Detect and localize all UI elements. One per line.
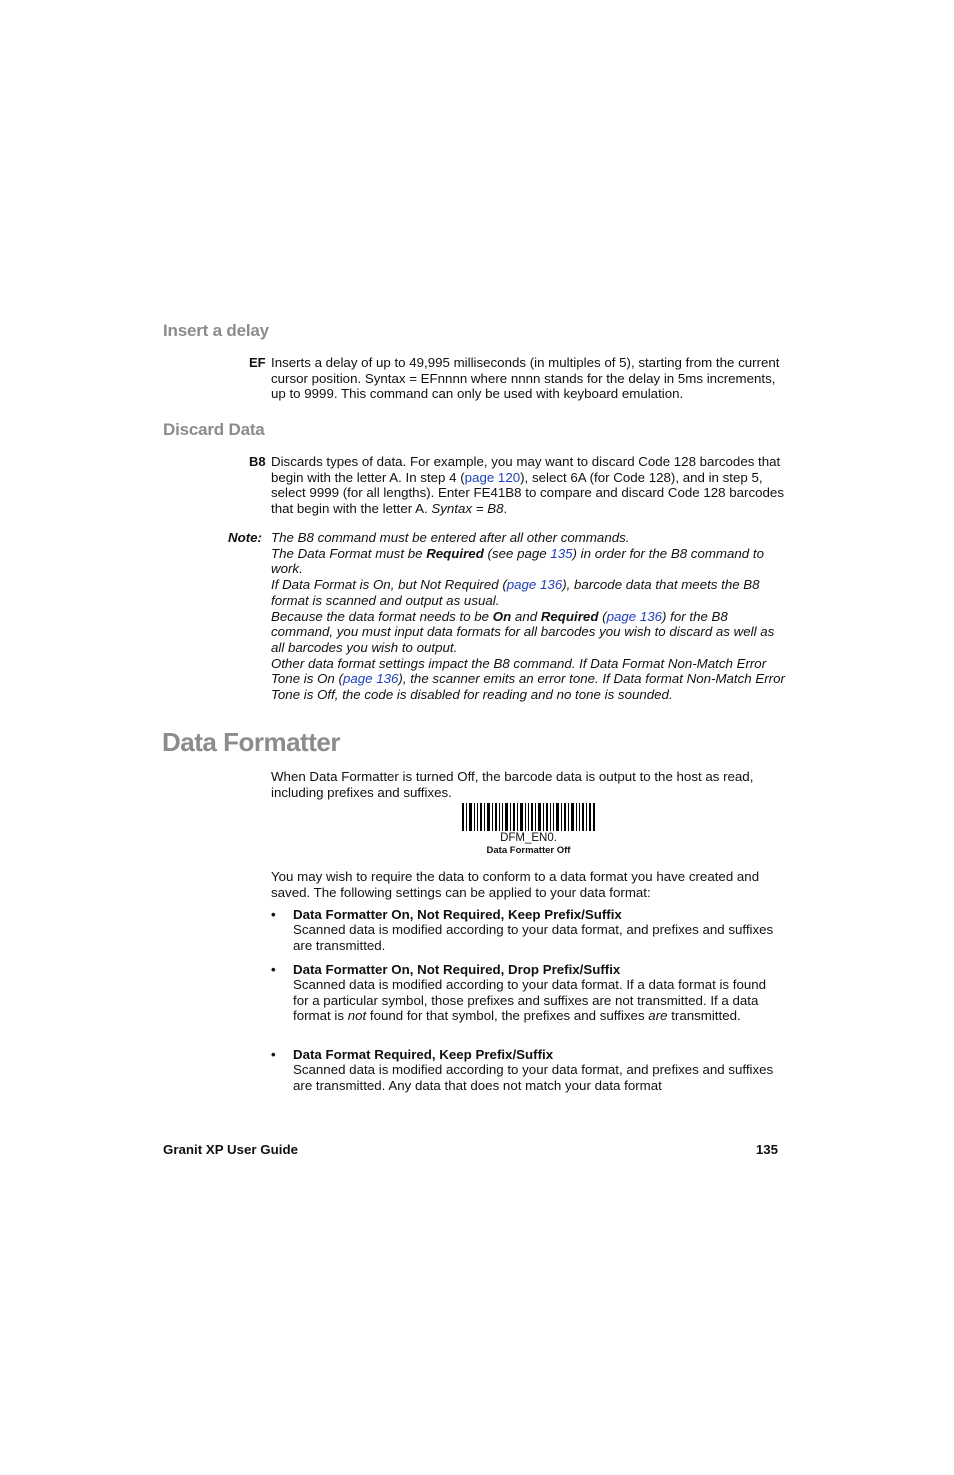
heading-discard-data: Discard Data xyxy=(163,420,265,439)
note-body xyxy=(271,530,787,703)
link-page-136-c[interactable]: page 136 xyxy=(342,671,399,687)
bullet-body: Scanned data is modified according to your data format, and prefixes and suffixes are transmitted. Any data that does not match your data format xyxy=(293,1062,774,1093)
bullet-body: Scanned data is modified according to your data format. If a data format is found for a particular symbol, those prefixes and suffixes are not transmitted. If a data format is not found for that symbol, the prefixes and suffixes are transmitted. xyxy=(293,977,767,1024)
barcode-data-formatter-off xyxy=(462,803,595,831)
data-formatter-settings-intro: You may wish to require the data to conform to a data format you have created and saved. The following settings can be applied to your data format: xyxy=(271,869,760,900)
note-line-1: The B8 command must be entered after all other commands. xyxy=(271,530,630,545)
command-b8: B8 xyxy=(249,454,266,469)
bullet-item-3 xyxy=(271,1047,785,1093)
bullet-item-2 xyxy=(271,962,785,1024)
footer-guide-title: Granit XP User Guide xyxy=(163,1142,298,1157)
data-formatter-intro: When Data Formatter is turned Off, the barcode data is output to the host as read, including prefixes and suffixes. xyxy=(271,769,754,800)
heading-insert-delay: Insert a delay xyxy=(163,321,269,340)
note-label: Note: xyxy=(228,530,262,545)
note-line-5: Other data format settings impact the B8 command. If Data Format Non-Match Error Tone is On (page 136), the scanner emits an error tone. If Data format Non-Match Error Tone is Off, the code is disabled for reading and no tone is sounded. xyxy=(271,655,785,703)
note-line-4: Because the data format needs to be On and Required (page 136) for the B8 command, you must input data formats for all barcodes you wish to discard as well as all barcodes you wish to output. xyxy=(271,608,775,655)
insert-delay-description: Inserts a delay of up to 49,995 milliseconds (in multiples of 5), starting from the current cursor position. Syntax = EFnnnn where nnnn stands for the delay in 5ms increments, up to 9999. This command can only be used with keyboard emulation. xyxy=(271,355,780,402)
barcode-code-label: DFM_EN0. xyxy=(500,832,557,844)
note-line-3: If Data Format is On, but Not Required (page 136), barcode data that meets the B8 format is scanned and output as usual. xyxy=(271,577,760,608)
heading-data-formatter: Data Formatter xyxy=(162,727,340,757)
bullet-icon: • xyxy=(271,907,276,922)
command-ef: EF xyxy=(249,355,266,370)
link-page-136-a[interactable]: page 136 xyxy=(506,577,563,593)
bullet-item-1 xyxy=(271,907,785,953)
link-page-120[interactable]: page 120 xyxy=(464,469,521,485)
barcode-caption: Data Formatter Off xyxy=(486,845,571,856)
discard-data-description: Discards types of data. For example, you may want to discard Code 128 barcodes that begin with the letter A. In step 4 (page 120), select 6A (for Code 128), and in step 5, select 9999 (for all lengths). Enter FE41B8 to compare and discard Code 128 barcodes that begin with the letter A. Syntax = B8. xyxy=(271,454,784,517)
link-page-135[interactable]: 135 xyxy=(550,545,573,561)
bullet-title: Data Format Required, Keep Prefix/Suffix xyxy=(293,1047,554,1062)
bullet-title: Data Formatter On, Not Required, Keep Prefix/Suffix xyxy=(293,907,622,922)
footer-page-number: 135 xyxy=(755,1142,778,1157)
bullet-title: Data Formatter On, Not Required, Drop Prefix/Suffix xyxy=(293,962,621,977)
link-page-136-b[interactable]: page 136 xyxy=(606,608,663,624)
bullet-icon: • xyxy=(271,1047,276,1062)
bullet-body: Scanned data is modified according to your data format, and prefixes and suffixes are transmitted. xyxy=(293,922,774,953)
bullet-icon: • xyxy=(271,962,276,977)
note-line-2: The Data Format must be Required (see page 135) in order for the B8 command to work. xyxy=(271,545,764,577)
